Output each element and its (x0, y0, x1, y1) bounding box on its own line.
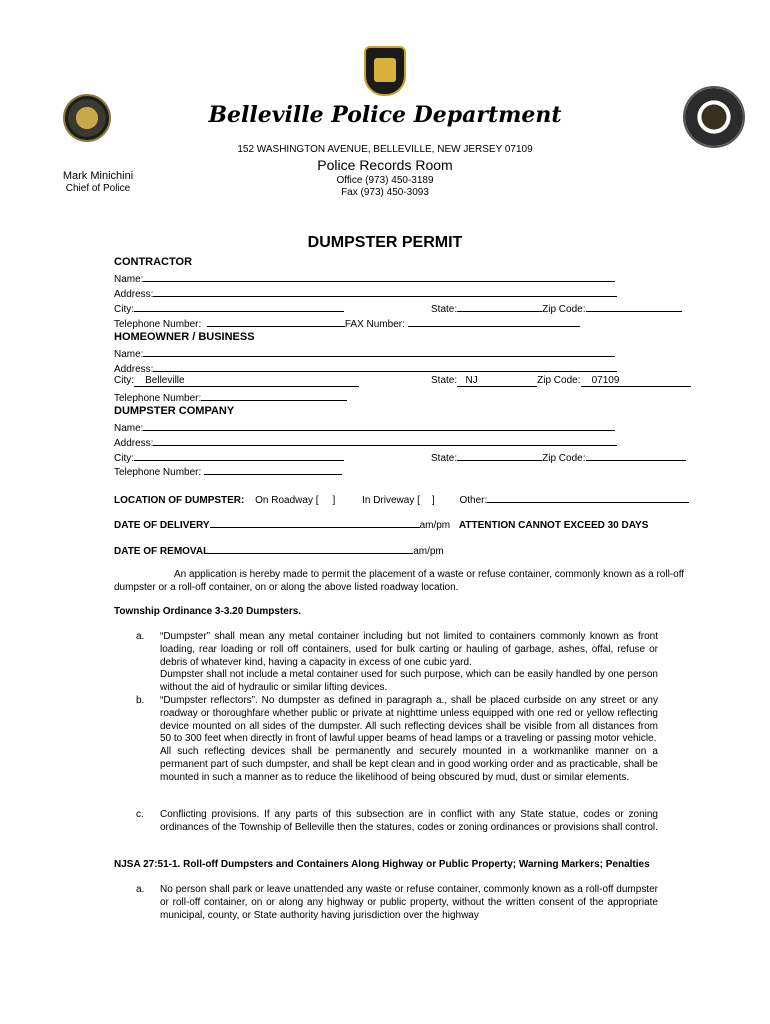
company-phone-row: Telephone Number: (114, 464, 342, 478)
company-name-field[interactable] (143, 420, 615, 431)
homeowner-phone-row: Telephone Number: (114, 390, 347, 404)
homeowner-name-row: Name: (114, 346, 615, 360)
removal-row: DATE OF REMOVAL am/pm (114, 543, 444, 557)
contractor-state-field[interactable] (457, 301, 542, 312)
ordinance-item-a: “Dumpster” shall mean any metal container including but not limited to containers commonly known as front loading, rear loading or roll off containers, used for bulk carting or hauling of garbage, ashes, offal, refuse or debris of whatever kind, having a capacity in excess of one cubic yard. Dumpster shall not include a metal container used for such purpose, which can be easily handled by one person without the aid of hydraulic or similar lifting devices. (160, 631, 658, 694)
company-state-field[interactable] (457, 450, 542, 461)
njsa-heading: NJSA 27:51-1. Roll-off Dumpsters and Containers Along Highway or Public Property; Warning Markers; Penalties (114, 859, 650, 870)
ordinance-item-b: “Dumpster reflectors”. No dumpster as defined in paragraph a., shall be placed curbside on any street or any roadway or thoroughfare whether public or private at nighttime unless equipped with one red or yellow reflecting device mounted on all sides of the dumpster. All such reflecting devices shall be visible from all distances from 50 to 300 feet when directly in front of lawful upper beams of head lamps or a traveling or passing motor vehicle. All such reflecting devices shall be permanently and securely mounted in a workmanlike manner on a permanent part of such dumpster, and shall be kept clean and in good working order and as practicable, shall be mounted in such a manner as to reduce the likelihood of being obscured by mud, dust or similar elements. (160, 695, 658, 783)
homeowner-zip-field[interactable]: 07109 (581, 375, 691, 387)
company-state-row: State: Zip Code: (431, 450, 686, 464)
contractor-name-row: Name: (114, 271, 615, 285)
homeowner-city-field[interactable]: Belleville (134, 375, 359, 387)
department-title: Belleville Police Department (208, 102, 562, 128)
ordinance-item-c: Conflicting provisions. If any parts of this subsection are in conflict with any State statue, codes or zoning ordinances of the Township of Belleville then the statures, codes or zoning ordinances or provisions shall control. (160, 809, 658, 833)
chief-title: Chief of Police (65, 183, 131, 194)
homeowner-phone-field[interactable] (201, 390, 347, 401)
company-city-field[interactable] (134, 450, 344, 461)
office-phone: Office (973) 450-3189 (336, 175, 434, 186)
homeowner-name-field[interactable] (143, 346, 615, 357)
homeowner-heading: HOMEOWNER / BUSINESS (114, 331, 255, 343)
homeowner-address-row: Address: (114, 361, 617, 375)
contractor-fax-field[interactable] (408, 316, 580, 327)
company-city-row: City: (114, 450, 344, 464)
dumpster-company-heading: DUMPSTER COMPANY (114, 405, 235, 417)
contractor-phone-row: Telephone Number: FAX Number: (114, 316, 580, 330)
homeowner-address-field[interactable] (153, 361, 617, 372)
contractor-address-field[interactable] (153, 286, 617, 297)
fax-number: Fax (973) 450-3093 (341, 187, 429, 198)
contractor-heading: CONTRACTOR (114, 256, 193, 268)
njsa-item-a-label: a. (136, 884, 145, 895)
company-zip-field[interactable] (586, 450, 686, 461)
attention-note: ATTENTION CANNOT EXCEED 30 DAYS (458, 520, 649, 531)
company-phone-field[interactable] (204, 464, 342, 475)
location-row: LOCATION OF DUMPSTER: On Roadway [ ] In Driveway [ ] Other: (114, 492, 689, 506)
police-badge-logo (364, 46, 406, 96)
company-name-row: Name: (114, 420, 615, 434)
contractor-phone-field[interactable] (207, 316, 345, 327)
contractor-city-row: City: (114, 301, 344, 315)
company-address-row: Address: (114, 435, 617, 449)
department-address: 152 WASHINGTON AVENUE, BELLEVILLE, NEW JERSEY 07109 (237, 144, 533, 155)
contractor-state-row: State: Zip Code: (431, 301, 682, 315)
delivery-row: DATE OF DELIVERY am/pm ATTENTION CANNOT EXCEED 30 DAYS (114, 517, 648, 531)
location-other-field[interactable] (487, 492, 689, 503)
permit-title: DUMPSTER PERMIT (307, 234, 463, 251)
records-room: Police Records Room (317, 157, 453, 173)
njsa-item-a: No person shall park or leave unattended any waste or refuse container, commonly known as a roll-off dumpster or roll-off container, on or along any highway or public property, without the written consent of the appropriate municipal, county, or State authority having jurisdiction over the highway (160, 884, 658, 921)
ordinance-item-c-label: c. (136, 809, 144, 820)
application-text: An application is hereby made to permit the placement of a waste or refuse container, commonly known as a roll-off dumpster or a roll-off container, on or along the above listed roadway location. (114, 569, 685, 593)
homeowner-state-field[interactable]: NJ (457, 375, 537, 387)
homeowner-city-row: City: Belleville (114, 375, 359, 387)
contractor-address-row: Address: (114, 286, 617, 300)
ordinance-item-a-label: a. (136, 631, 145, 642)
ordinance-item-b-label: b. (136, 695, 145, 706)
chief-name: Mark Minichini (62, 170, 134, 182)
contractor-name-field[interactable] (143, 271, 615, 282)
company-address-field[interactable] (153, 435, 617, 446)
contractor-zip-field[interactable] (586, 301, 682, 312)
homeowner-state-row: State: NJ Zip Code: 07109 (431, 375, 691, 387)
delivery-date-field[interactable] (210, 517, 420, 528)
contractor-city-field[interactable] (134, 301, 344, 312)
ordinance-heading: Township Ordinance 3-3.20 Dumpsters. (114, 606, 302, 617)
removal-date-field[interactable] (209, 543, 413, 554)
